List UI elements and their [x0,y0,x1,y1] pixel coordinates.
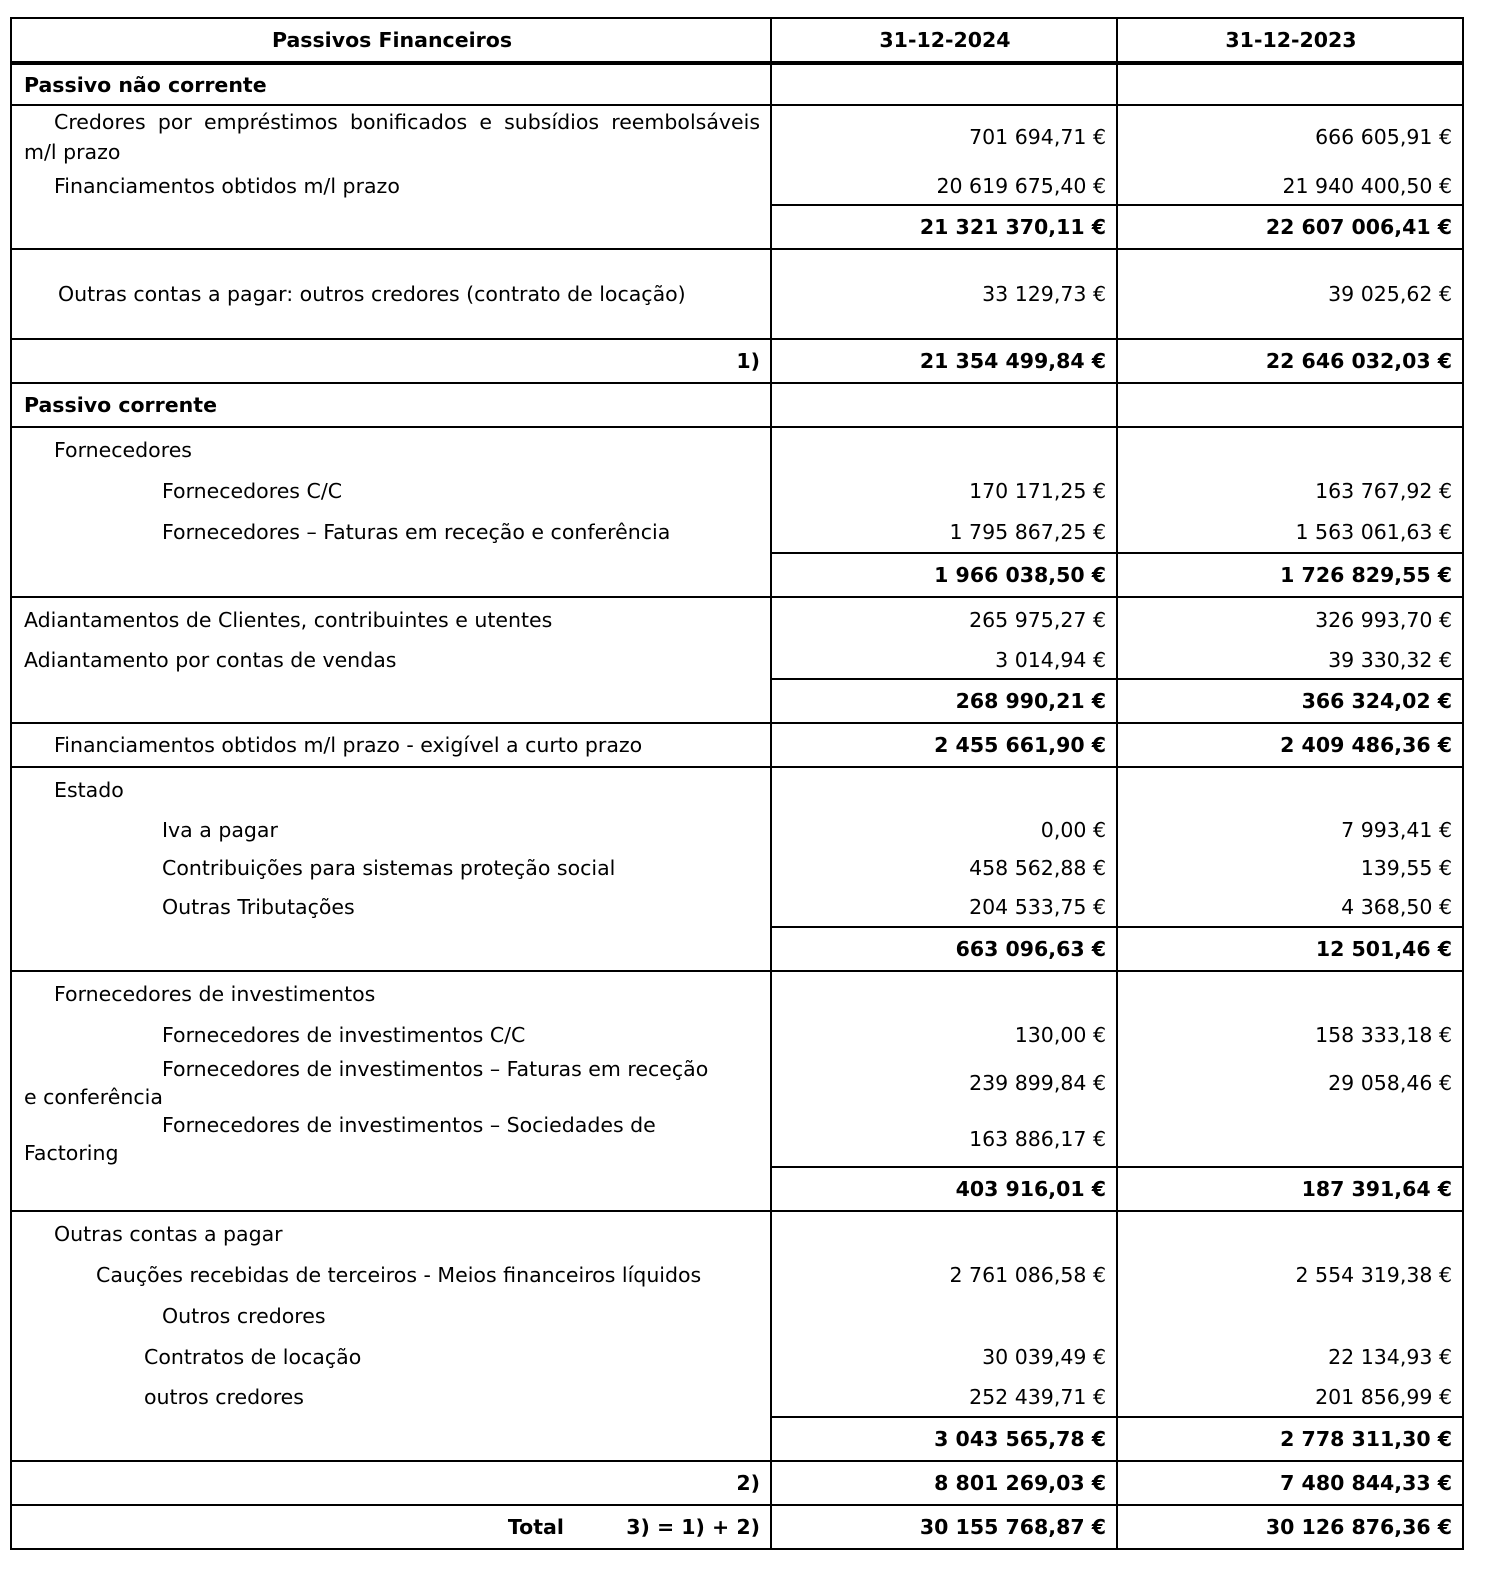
row-label: Contratos de locação [11,1337,771,1377]
row-label: Iva a pagar [11,811,771,849]
group-label: Fornecedores de investimentos [11,971,771,1015]
value-2023: 4 368,50 € [1117,887,1463,927]
row-label: Contribuições para sistemas proteção social [11,849,771,887]
row-label: Outras Tributações [11,887,771,927]
table-row [11,1055,1463,1111]
subtotal-2023: 1 726 829,55 € [1117,553,1463,597]
value-2024: 204 533,75 € [771,887,1117,927]
row-label: Financiamentos obtidos m/l prazo - exigível a curto prazo [11,723,771,767]
table-row [11,167,1463,205]
value-2024: 30 039,49 € [771,1337,1117,1377]
value-2023: 666 605,91 € [1117,105,1463,167]
row-label: Adiantamentos de Clientes, contribuintes e utentes [11,597,771,641]
row-label: Credores por empréstimos bonificados e subsídios reembolsáveis m/l prazo [11,105,771,167]
financial-liabilities-table [10,17,1464,1550]
value-2023: 2 409 486,36 € [1117,723,1463,767]
row-label: Fornecedores de investimentos – Sociedades de Factoring [11,1111,771,1167]
value-2023: 139,55 € [1117,849,1463,887]
subtotal-row [11,927,1463,971]
group-label: Outras contas a pagar [11,1211,771,1255]
total-2023: 7 480 844,33 € [1117,1461,1463,1505]
row-label: Cauções recebidas de terceiros - Meios financeiros líquidos [11,1255,771,1295]
value-2024: 0,00 € [771,811,1117,849]
subtotal-row [11,1167,1463,1211]
subtotal-row [11,205,1463,249]
grand-total-word: Total [507,1515,564,1539]
value-2023: 39 025,62 € [1117,249,1463,339]
grand-total-row [11,1505,1463,1549]
table-row [11,811,1463,849]
row-label: Fornecedores de investimentos C/C [11,1015,771,1055]
value-2024: 3 014,94 € [771,641,1117,679]
table-row [11,641,1463,679]
row-label: Outras contas a pagar: outros credores (contrato de locação) [11,249,771,339]
subtotal-2024: 663 096,63 € [771,927,1117,971]
value-2023: 201 856,99 € [1117,1377,1463,1417]
total-row [11,1461,1463,1505]
table-row [11,511,1463,553]
value-2023 [1117,1111,1463,1167]
header-2023: 31-12-2023 [1117,18,1463,63]
subtotal-2024: 1 966 038,50 € [771,553,1117,597]
value-2023: 163 767,92 € [1117,471,1463,511]
value-2024: 1 795 867,25 € [771,511,1117,553]
row-label: Financiamentos obtidos m/l prazo [11,167,771,205]
value-2024: 252 439,71 € [771,1377,1117,1417]
value-2024: 170 171,25 € [771,471,1117,511]
group-label: Estado [11,767,771,811]
value-2024: 2 761 086,58 € [771,1255,1117,1295]
group-row [11,767,1463,811]
value-2023: 22 134,93 € [1117,1337,1463,1377]
subtotal-row [11,1417,1463,1461]
section-row [11,383,1463,427]
group-row [11,1211,1463,1255]
subtotal-2023: 22 607 006,41 € [1117,205,1463,249]
value-2024: 239 899,84 € [771,1055,1117,1111]
section-row [11,63,1463,105]
table-row [11,597,1463,641]
table-row [11,1015,1463,1055]
section-title-noncurrent: Passivo não corrente [11,63,771,105]
subtotal-2023: 12 501,46 € [1117,927,1463,971]
grand-total-2023: 30 126 876,36 € [1117,1505,1463,1549]
row-label: outros credores [11,1377,771,1417]
subtotal-2024: 403 916,01 € [771,1167,1117,1211]
table-row [11,249,1463,339]
table-row [11,723,1463,767]
total-label: 2) [11,1461,771,1505]
grand-total-2024: 30 155 768,87 € [771,1505,1117,1549]
value-2024: 265 975,27 € [771,597,1117,641]
row-label: Adiantamento por contas de vendas [11,641,771,679]
group-row [11,1295,1463,1337]
value-2023: 7 993,41 € [1117,811,1463,849]
value-2023: 21 940 400,50 € [1117,167,1463,205]
table-row [11,105,1463,167]
row-label: Fornecedores – Faturas em receção e conferência [11,511,771,553]
value-2023: 39 330,32 € [1117,641,1463,679]
value-2024: 163 886,17 € [771,1111,1117,1167]
value-2023: 158 333,18 € [1117,1015,1463,1055]
subtotal-2023: 187 391,64 € [1117,1167,1463,1211]
table-row [11,887,1463,927]
subtotal-2024: 268 990,21 € [771,679,1117,723]
value-2023: 2 554 319,38 € [1117,1255,1463,1295]
value-2024: 20 619 675,40 € [771,167,1117,205]
group-row [11,427,1463,471]
total-2023: 22 646 032,03 € [1117,339,1463,383]
value-2024: 130,00 € [771,1015,1117,1055]
subtotal-2024: 3 043 565,78 € [771,1417,1117,1461]
total-2024: 21 354 499,84 € [771,339,1117,383]
subtotal-2024: 21 321 370,11 € [771,205,1117,249]
value-2024: 33 129,73 € [771,249,1117,339]
group-row [11,971,1463,1015]
table-row [11,471,1463,511]
value-2023: 29 058,46 € [1117,1055,1463,1111]
section-title-current: Passivo corrente [11,383,771,427]
table-header-row [11,18,1463,63]
table-row [11,1111,1463,1167]
row-label: Fornecedores de investimentos – Faturas em receção e conferência [11,1055,771,1111]
header-2024: 31-12-2024 [771,18,1117,63]
total-row [11,339,1463,383]
row-label: Fornecedores C/C [11,471,771,511]
subtotal-row [11,553,1463,597]
subtotal-row [11,679,1463,723]
value-2024: 2 455 661,90 € [771,723,1117,767]
value-2024: 458 562,88 € [771,849,1117,887]
group-label: Outros credores [11,1295,771,1337]
subtotal-2023: 2 778 311,30 € [1117,1417,1463,1461]
value-2023: 1 563 061,63 € [1117,511,1463,553]
grand-total-label [11,1505,771,1549]
header-label: Passivos Financeiros [11,18,771,63]
table-row [11,849,1463,887]
table-row [11,1377,1463,1417]
table-row [11,1255,1463,1295]
table-row [11,1337,1463,1377]
total-label: 1) [11,339,771,383]
total-2024: 8 801 269,03 € [771,1461,1117,1505]
value-2023: 326 993,70 € [1117,597,1463,641]
subtotal-2023: 366 324,02 € [1117,679,1463,723]
grand-total-formula: 3) = 1) + 2) [626,1515,760,1539]
value-2024: 701 694,71 € [771,105,1117,167]
group-label: Fornecedores [11,427,771,471]
